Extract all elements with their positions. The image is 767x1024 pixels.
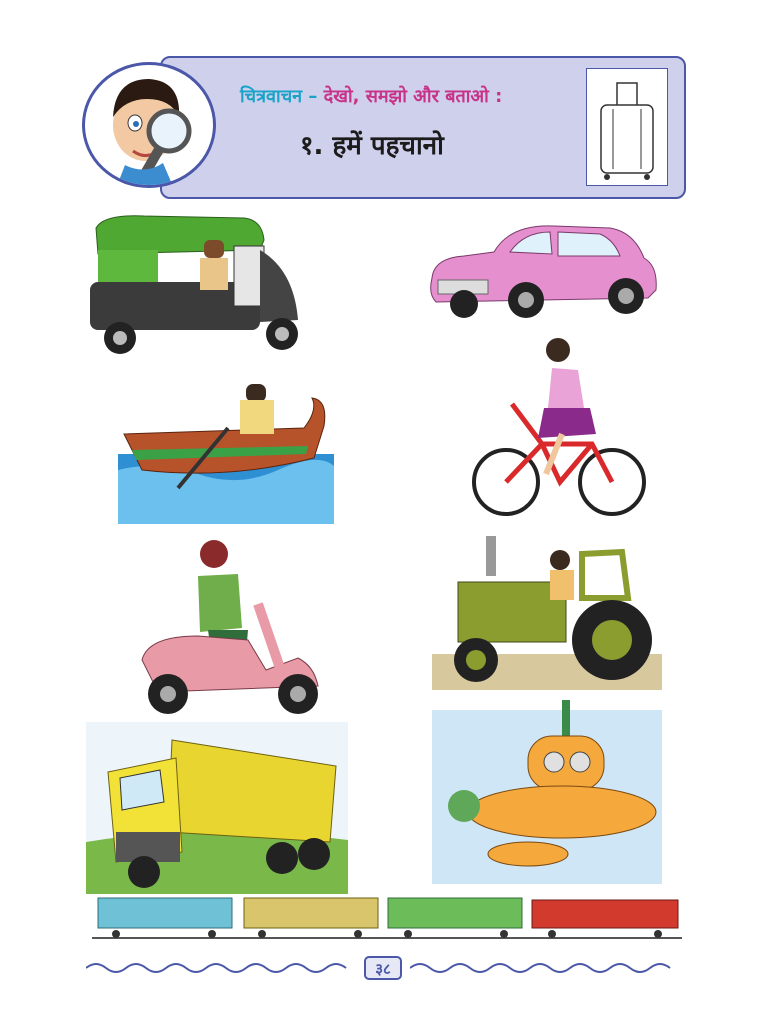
train-icon — [92, 894, 682, 942]
page-number: ३८ — [364, 956, 402, 980]
truck-icon — [86, 722, 348, 894]
footer-border-left — [86, 958, 356, 978]
page-title: १. हमें पहचानो — [300, 131, 444, 161]
subtitle-part1: चित्रवाचन – — [240, 86, 324, 107]
subtitle — [240, 84, 502, 108]
auto-rickshaw-icon — [84, 210, 306, 358]
car-icon — [424, 218, 660, 324]
subtitle-part2: देखो, समझो और बताओ : — [323, 86, 503, 107]
footer-border-right — [410, 958, 682, 978]
rowing-boat-icon — [118, 370, 334, 524]
tractor-icon — [432, 534, 662, 690]
suitcase-icon — [586, 68, 668, 186]
submarine-icon — [432, 700, 662, 884]
boy-with-magnifier-icon — [82, 62, 216, 188]
bicycle-girl-icon — [472, 334, 648, 520]
scooter-rider-icon — [138, 540, 328, 720]
